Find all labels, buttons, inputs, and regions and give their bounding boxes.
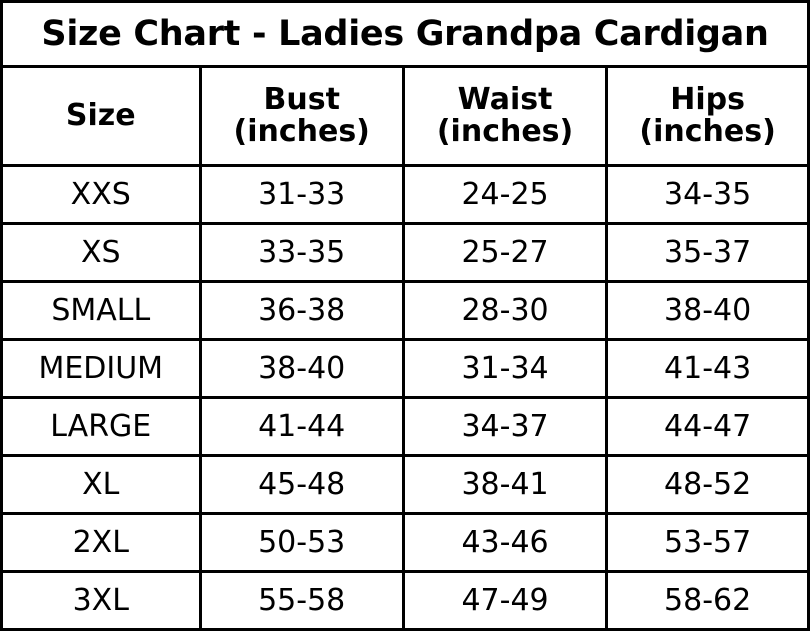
cell-hips: 44-47 — [607, 398, 809, 456]
cell-hips: 34-35 — [607, 166, 809, 224]
table-row — [2, 282, 809, 340]
cell-waist: 25-27 — [403, 224, 606, 282]
column-header-waist-label: Waist — [457, 81, 553, 117]
cell-waist: 43-46 — [403, 514, 606, 572]
cell-size: XS — [2, 224, 201, 282]
cell-bust: 45-48 — [200, 456, 403, 514]
column-header-hips-unit: (inches) — [639, 114, 776, 149]
cell-waist: 47-49 — [403, 572, 606, 630]
column-header-waist-unit: (inches) — [436, 114, 574, 149]
cell-size: 2XL — [2, 514, 201, 572]
column-header-hips-label: Hips — [670, 81, 745, 117]
table-row — [2, 398, 809, 456]
column-header-size — [2, 67, 201, 166]
cell-size: MEDIUM — [2, 340, 201, 398]
cell-waist: 31-34 — [403, 340, 606, 398]
cell-size: LARGE — [2, 398, 201, 456]
cell-hips: 41-43 — [607, 340, 809, 398]
column-header-bust-unit: (inches) — [233, 114, 370, 149]
cell-bust: 38-40 — [200, 340, 403, 398]
cell-waist: 28-30 — [403, 282, 606, 340]
cell-hips: 58-62 — [607, 572, 809, 630]
cell-bust: 33-35 — [200, 224, 403, 282]
title-row — [2, 2, 809, 67]
table-row — [2, 572, 809, 630]
table-row — [2, 340, 809, 398]
cell-size: XL — [2, 456, 201, 514]
table-row — [2, 514, 809, 572]
cell-hips: 53-57 — [607, 514, 809, 572]
cell-bust: 36-38 — [200, 282, 403, 340]
table-row — [2, 224, 809, 282]
cell-size: 3XL — [2, 572, 201, 630]
page-title: Size Chart - Ladies Grandpa Cardigan — [2, 2, 809, 67]
column-header-bust — [200, 67, 403, 166]
cell-size: XXS — [2, 166, 201, 224]
column-header-waist — [403, 67, 606, 166]
column-header-bust-label: Bust — [263, 81, 340, 117]
cell-waist: 38-41 — [403, 456, 606, 514]
cell-hips: 35-37 — [607, 224, 809, 282]
cell-bust: 50-53 — [200, 514, 403, 572]
column-header-hips — [607, 67, 809, 166]
table-row — [2, 166, 809, 224]
cell-hips: 38-40 — [607, 282, 809, 340]
cell-size: SMALL — [2, 282, 201, 340]
table-row — [2, 456, 809, 514]
cell-hips: 48-52 — [607, 456, 809, 514]
cell-bust: 41-44 — [200, 398, 403, 456]
cell-waist: 24-25 — [403, 166, 606, 224]
cell-waist: 34-37 — [403, 398, 606, 456]
header-row — [2, 67, 809, 166]
column-header-size-label: Size — [65, 97, 136, 133]
cell-bust: 31-33 — [200, 166, 403, 224]
cell-bust: 55-58 — [200, 572, 403, 630]
